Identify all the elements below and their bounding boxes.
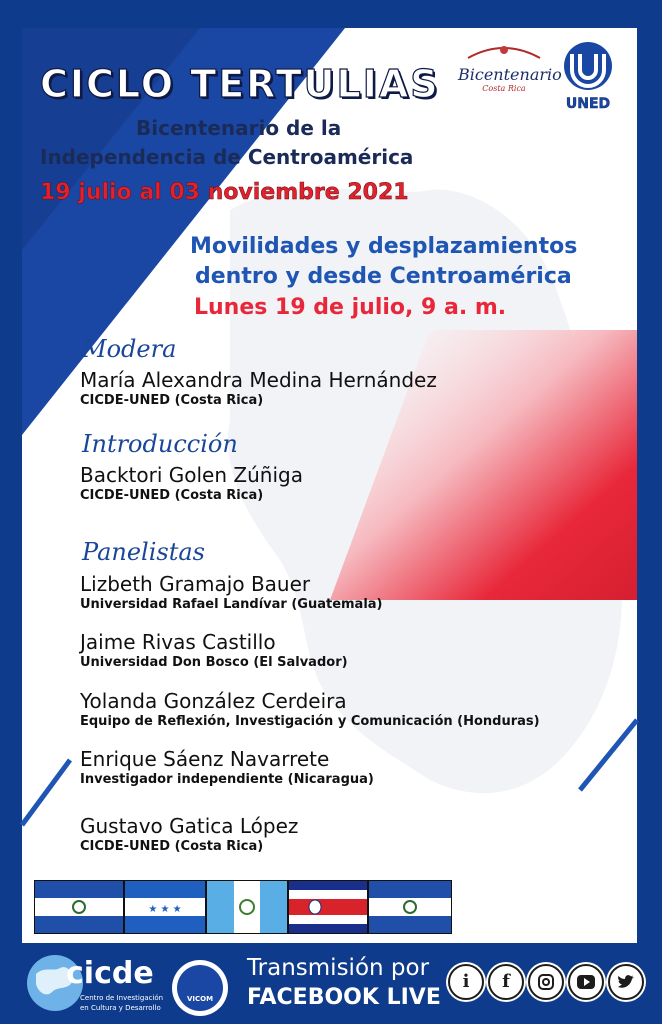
cicde-tagline1: Centro de Investigación xyxy=(80,994,164,1002)
uned-emblem-icon xyxy=(559,40,617,92)
honduras-flag xyxy=(124,880,206,934)
topic-line2: dentro y desde Centroamérica xyxy=(195,264,572,289)
panelist-affiliation: CICDE-UNED (Costa Rica) xyxy=(80,839,264,854)
guatemala-flag xyxy=(206,880,288,934)
facebook-icon[interactable]: f xyxy=(488,964,524,1000)
panelist-affiliation: Equipo de Reflexión, Investigación y Comunicación (Honduras) xyxy=(80,714,540,729)
panel-label: Panelistas xyxy=(82,538,205,566)
el-salvador-flag xyxy=(368,880,452,934)
panelist-affiliation: Universidad Rafael Landívar (Guatemala) xyxy=(80,597,383,612)
vicom-label: VICOM xyxy=(186,995,214,1003)
subtitle-line1: Bicentenario de la xyxy=(136,116,342,140)
youtube-icon[interactable] xyxy=(568,964,604,1000)
cicde-logo xyxy=(24,950,164,1020)
subtitle-line2: Independencia de Centroamérica xyxy=(40,145,414,169)
intro-name: Backtori Golen Zúñiga xyxy=(80,463,303,487)
event-datetime: Lunes 19 de julio, 9 a. m. xyxy=(194,295,507,320)
panelist-name: Lizbeth Gramajo Bauer xyxy=(80,572,311,596)
bicentenario-logo-text: Bicentenario xyxy=(458,65,562,84)
cycle-dates: 19 julio al 03 noviembre 2021 xyxy=(40,180,409,205)
facebook-live-text: FACEBOOK LIVE xyxy=(247,985,441,1010)
bicentenario-ornament-icon xyxy=(458,42,550,62)
bicentenario-logo xyxy=(458,42,562,102)
panelist-affiliation: Universidad Don Bosco (El Salvador) xyxy=(80,655,348,670)
uned-logo-text: UNED xyxy=(565,96,611,112)
panelist-name: Jaime Rivas Castillo xyxy=(80,630,276,654)
vicom-logo xyxy=(172,960,228,1016)
moderator-affiliation: CICDE-UNED (Costa Rica) xyxy=(80,393,264,408)
costa-rica-flag xyxy=(288,880,368,934)
moderator-name: María Alexandra Medina Hernández xyxy=(80,368,437,392)
panelist-affiliation: Investigador independiente (Nicaragua) xyxy=(80,772,374,787)
bicentenario-logo-tag: Costa Rica xyxy=(482,84,526,93)
panelist-name: Enrique Sáenz Navarrete xyxy=(80,747,330,771)
uned-logo xyxy=(558,40,618,110)
svg-text:★ ★ ★: ★ ★ ★ xyxy=(148,904,182,915)
intro-label: Introducción xyxy=(82,430,238,458)
transmission-text: Transmisión por xyxy=(247,955,430,981)
moderator-label: Modera xyxy=(82,335,177,363)
intro-affiliation: CICDE-UNED (Costa Rica) xyxy=(80,488,264,503)
twitter-icon[interactable] xyxy=(608,964,644,1000)
poster-title: CICLO TERTULIAS xyxy=(40,62,440,106)
topic-line1: Movilidades y desplazamientos xyxy=(190,234,578,259)
cicde-tagline2: en Cultura y Desarrollo xyxy=(80,1004,161,1012)
panelist-name: Yolanda González Cerdeira xyxy=(80,689,347,713)
el-salvador-flag xyxy=(34,880,124,934)
instagram-icon[interactable] xyxy=(528,964,564,1000)
info-icon[interactable]: i xyxy=(448,964,484,1000)
panelist-name: Gustavo Gatica López xyxy=(80,814,299,838)
cicde-name: cicde xyxy=(66,956,154,991)
